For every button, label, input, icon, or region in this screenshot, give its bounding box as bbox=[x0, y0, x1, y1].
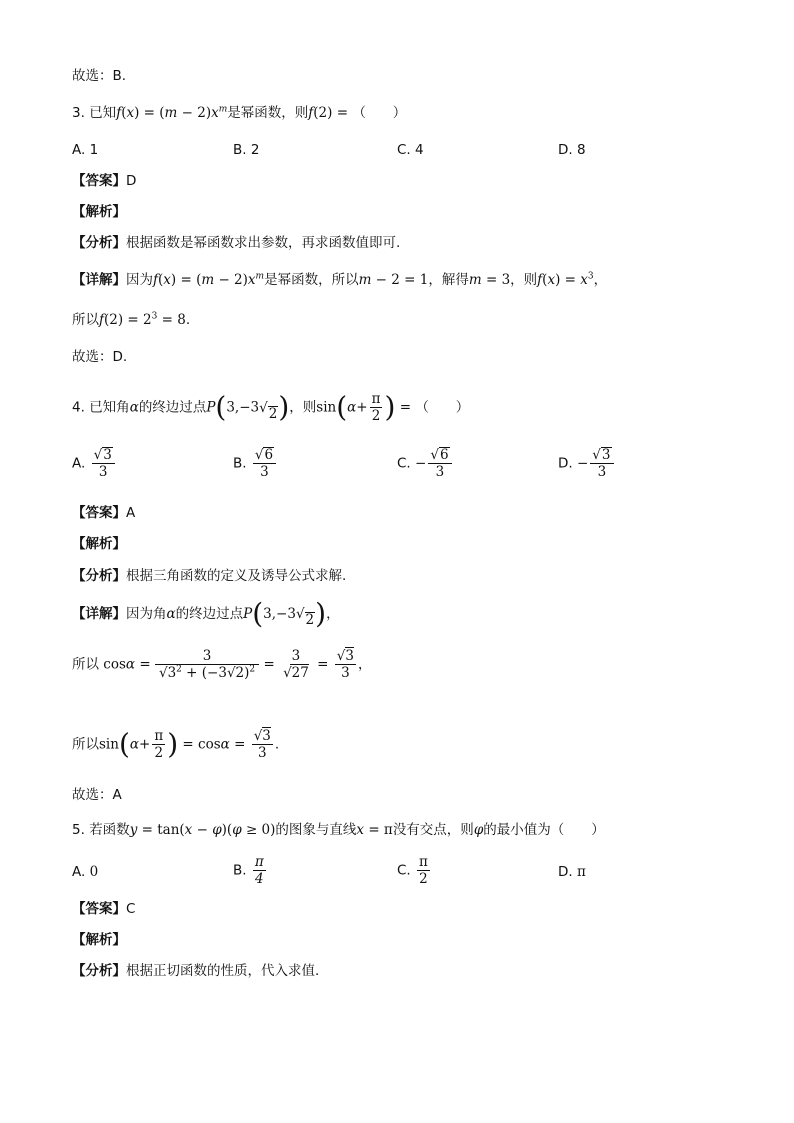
q4-option-c[interactable]: C. − √ 6 3 bbox=[397, 447, 454, 480]
q4-answer: 【答案】A bbox=[72, 505, 136, 521]
q4-stem: 4. 已知角α的终边过点P(3,−3 √ 2 )，则sin(α+ $\frac{\pi}{2}$ ) = （ ） bbox=[72, 390, 470, 424]
q3-detail: 【详解】因为$f(x) = (m - 2)x^m$是幂函数，所以m − 2 = 1，解得m = 3，则$f(x) = x^3$， bbox=[72, 271, 608, 288]
q3-option-d[interactable]: D. 8 bbox=[558, 142, 586, 158]
q3-formula: f bbox=[116, 105, 122, 121]
q5-option-d[interactable]: D. π bbox=[558, 864, 586, 880]
q5-option-a[interactable]: A. 0 bbox=[72, 864, 99, 880]
q3-number: 3. bbox=[72, 105, 85, 121]
q4-fenxi: 【分析】根据三角函数的定义及诱导公式求解. bbox=[72, 568, 347, 584]
q5-fenxi: 【分析】根据正切函数的性质，代入求值. bbox=[72, 963, 320, 979]
q3-stem: 3. 已知$f(x) = (m - 2)x^m$是幂函数，则f(2) = （ ） bbox=[72, 104, 407, 121]
q4-conclusion: 故选：A bbox=[72, 787, 122, 803]
q4-option-b[interactable]: B. √ 6 3 bbox=[233, 447, 278, 480]
q5-stem: 5. 若函数y = tan(x − φ)(φ ≥ 0)的图象与直线x = π没有交点，则φ的最小值为（ ） bbox=[72, 822, 605, 838]
q4-sin-line: 所以sin(α+ $\frac{\pi}{2}$ ) = cosα = $\frac{√3}{3}$ . bbox=[72, 727, 280, 761]
q3-analysis-tag: 【解析】 bbox=[72, 204, 126, 220]
q3-fenxi: 【分析】根据函数是幂函数求出参数，再求函数值即可. bbox=[72, 235, 401, 251]
q3-option-c[interactable]: C. 4 bbox=[397, 142, 424, 158]
q3-option-a[interactable]: A. 1 bbox=[72, 142, 99, 158]
q3-answer: 【答案】D bbox=[72, 173, 137, 189]
q2-conclusion: 故选：B. bbox=[72, 68, 127, 84]
q4-cos-line: 所以 cosα = $\frac{3}{√3^2 + (-3√2)^2}$ = $\frac{3}{√27}$ = $\frac{√3}{3}$ ， bbox=[72, 648, 372, 681]
q4-option-d[interactable]: D. − √ 3 3 bbox=[558, 447, 616, 480]
q4-analysis-tag: 【解析】 bbox=[72, 536, 126, 552]
q4-option-a[interactable]: A. √ 3 3 bbox=[72, 447, 117, 480]
q3-so: 所以$f(2) = 2^3 = 8$. bbox=[72, 311, 191, 328]
q4-detail: 【详解】因为角α的终边过点P(3,−3 √ 2 )， bbox=[72, 597, 340, 630]
q3-conclusion: 故选：D. bbox=[72, 349, 128, 365]
q5-answer: 【答案】C bbox=[72, 901, 136, 917]
q5-option-c[interactable]: C. $\frac{\pi}{2}$ bbox=[397, 854, 428, 887]
q5-analysis-tag: 【解析】 bbox=[72, 932, 126, 948]
q3-option-b[interactable]: B. 2 bbox=[233, 142, 260, 158]
q5-option-b[interactable]: B. $\frac{\pi}{4}$ bbox=[233, 854, 264, 887]
